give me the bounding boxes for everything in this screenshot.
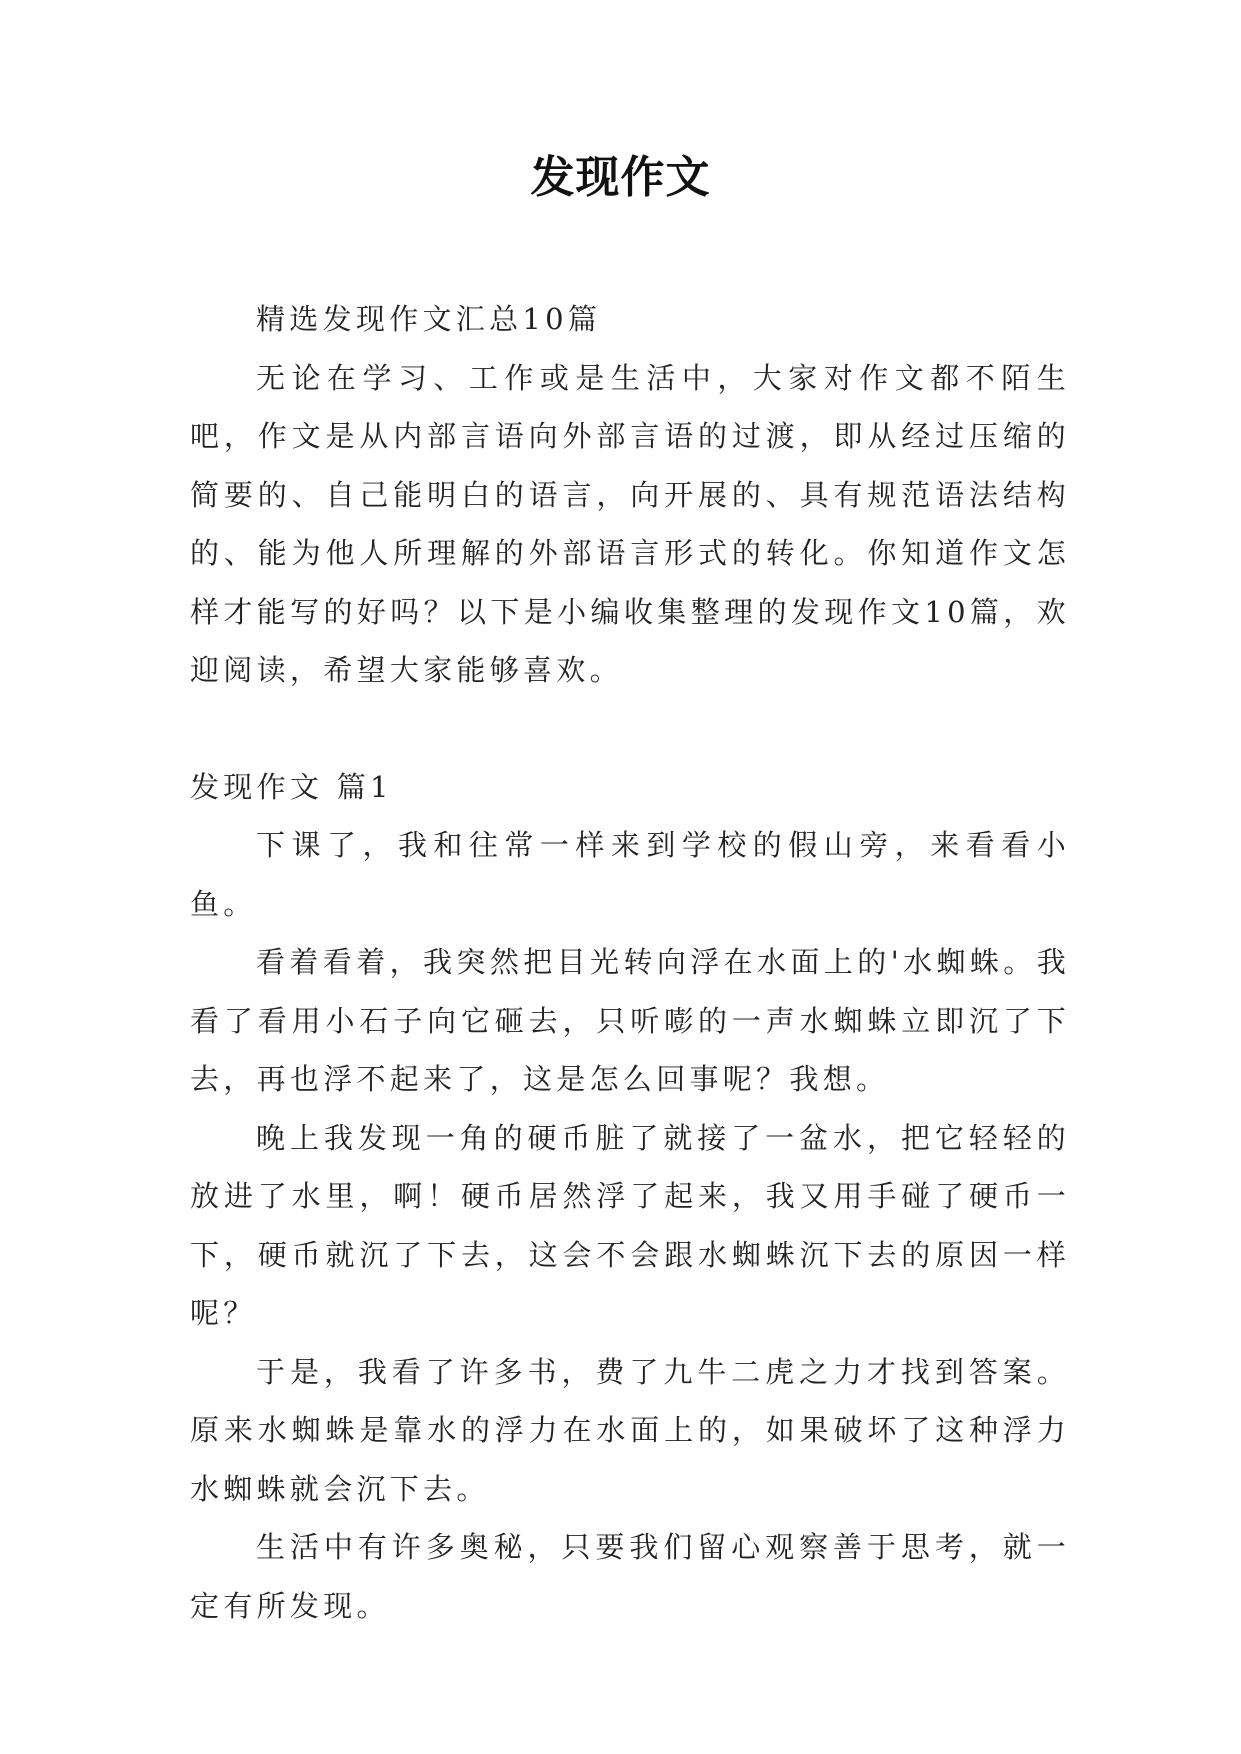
document-body (190, 290, 1070, 1635)
section-heading: 发现作文 篇1 (190, 769, 393, 804)
intro-paragraph: 无论在学习、工作或是生活中，大家对作文都不陌生吧，作文是从内部言语向外部言语的过渡，即从经过压缩的简要的、自己能明白的语言，向开展的、具有规范语法结构的、能为他人所理解的外部语言形式的转化。你知道作文怎样才能写的好吗？以下是小编收集整理的发现作文10篇，欢迎阅读，希望大家能够喜欢。 (190, 360, 1070, 687)
body-paragraph: 看着看着，我突然把目光转向浮在水面上的'水蜘蛛。我看了看用小石子向它砸去，只听嘭的一声水蜘蛛立即沉了下去，再也浮不起来了，这是怎么回事呢？我想。 (190, 945, 1070, 1096)
body-paragraph: 生活中有许多奥秘，只要我们留心观察善于思考，就一定有所发现。 (190, 1530, 1070, 1623)
document-subtitle: 精选发现作文汇总10篇 (256, 302, 602, 336)
body-paragraph: 于是，我看了许多书，费了九牛二虎之力才找到答案。原来水蜘蛛是靠水的浮力在水面上的，如果破坏了这种浮力水蜘蛛就会沉下去。 (190, 1354, 1070, 1506)
body-paragraph: 晚上我发现一角的硬币脏了就接了一盆水，把它轻轻的放进了水里，啊！硬币居然浮了起来，我又用手碰了硬币一下，硬币就沉了下去，这会不会跟水蜘蛛沉下去的原因一样呢？ (190, 1120, 1070, 1330)
body-paragraph: 下课了，我和往常一样来到学校的假山旁，来看看小鱼。 (190, 828, 1070, 921)
document-title: 发现作文 (530, 152, 711, 203)
